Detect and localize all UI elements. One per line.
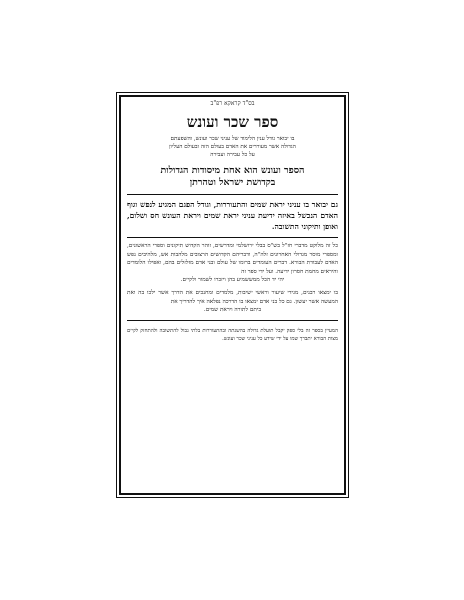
- heading-line: בקדושת ישראל וטהרתן: [189, 177, 276, 188]
- divider: [127, 237, 338, 238]
- section-heading: [127, 165, 338, 189]
- title-page-frame: [119, 95, 346, 495]
- body-paragraph: כל זה מלוקט מדברי חז"ל בש"ס בבלי ירושלמי ומדרשים, זוהר הקדוש תיקונים וספרי הראשונים, ומספרי מוסר מגדולי האחרונים זלה"ה, ודבריהם הקדושים הרצובים מלהבות אש, מלהיבים נפש האדם לעבודת הבורא. דברים העומדים ברומו של עולם ובני אדם מזלזלים בהם, ואפילו הלומדים והיראים מחמת חסרון ידיעה. ועל ידי ספר זה: [127, 243, 338, 275]
- divider: [127, 320, 338, 321]
- intro-text: [127, 135, 338, 159]
- heading-line: הספר ועונש הוא אחת מיסודות הגדולות: [160, 165, 305, 176]
- intro-line: בו יבואר גודל ענין הלימוד של עניני שכר ועונש, והשפעתם: [170, 136, 295, 142]
- intro-line: על כל עבירה ועבירה: [210, 152, 255, 158]
- divider: [127, 194, 338, 195]
- intro-line: הגדולה אשר מעוררים את האדם בעולם הזה ובעולם העליון: [169, 144, 296, 150]
- book-title: ספר שכר ועונש: [186, 113, 279, 131]
- footer-note: המעיין בספר זה בלי ספק יקבל תועלת גדולה בהשגתה ובהתעוררות בלתי גבול להתשובה ולהתחזק לקיים מצות הבורא יתברך שמו על ידי שידע כל עניני שכר ועונש.: [127, 327, 338, 342]
- body-closing-2: ביתם לתורה ויראת שמים.: [203, 307, 262, 314]
- bold-paragraph: גם יבואר בו עניני יראת שמים והתעוררות, וגודל הפגם המגיע לנפש וגוף האדם הנכשל באיזה ידיעת עניני יראת שמים ויראת העונש חס ושלום, ואופן ותיקוני התשובה.: [127, 200, 338, 231]
- body-closing: יהי יד הכל ממששמיע בהן ויזכרו לשמור ולקיים.: [180, 277, 285, 284]
- source-label: בס"ד קראקא רפ"ב: [210, 100, 255, 107]
- body-paragraph-2: בו ימצאו רבנים, מגידי שיעור וראשי ישיבות, מלמדים ומחנכים את הדרך אשר ילכו בה ואת המעשה אשר יעשון. גם כל בני אדם ימצאו בו הדרכה נפלאה איך להדריך את: [127, 289, 338, 305]
